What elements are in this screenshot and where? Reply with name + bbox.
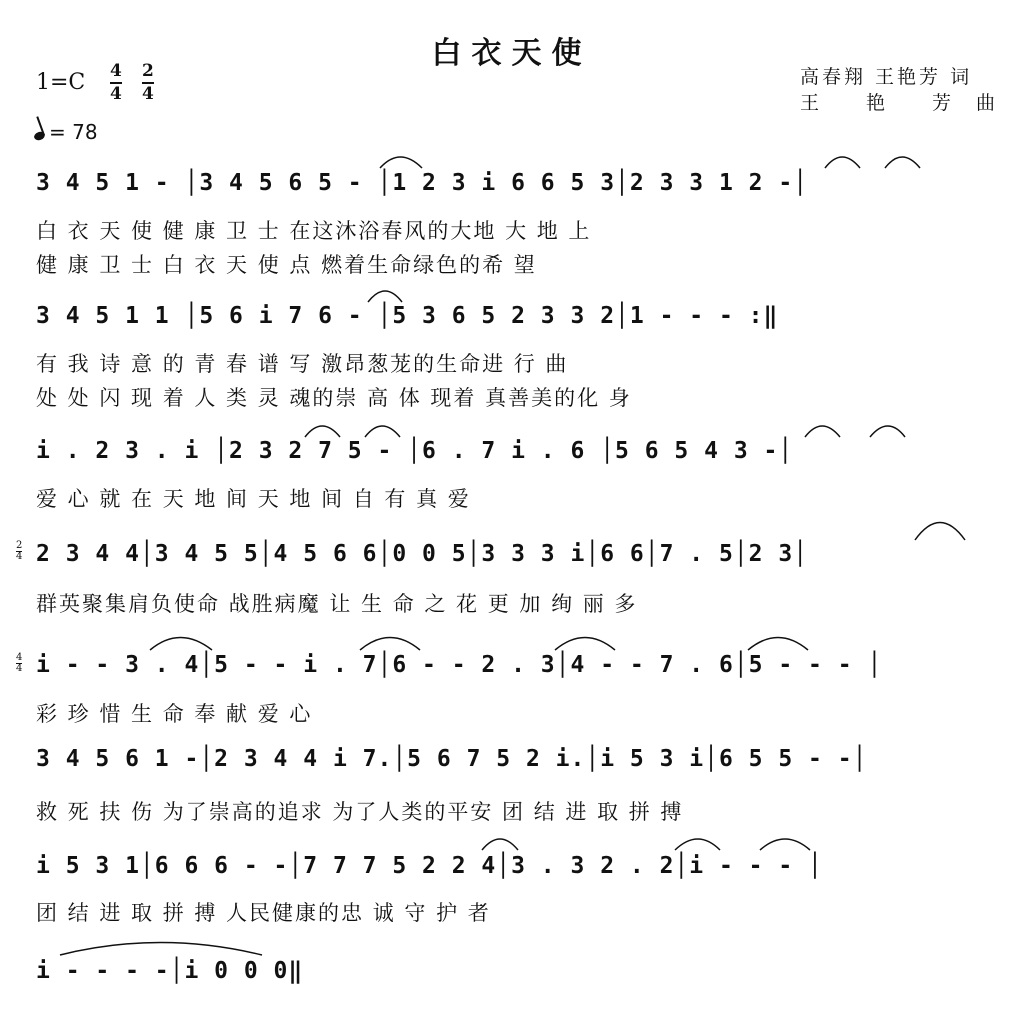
time-signature-change: 4 4 bbox=[16, 652, 23, 674]
slur-mark bbox=[885, 157, 920, 168]
lyric-line-1a: 白 衣 天 使 健 康 卫 士 在这沐浴春风的大地 大 地 上 bbox=[36, 219, 592, 243]
composer-credit: 王 艳 芳 曲 bbox=[800, 92, 999, 114]
slur-mark bbox=[825, 157, 860, 168]
slur-mark bbox=[915, 523, 965, 541]
song-title: 白衣天使 bbox=[431, 36, 592, 71]
slur-mark bbox=[365, 426, 400, 437]
lyric-line-6: 救 死 扶 伤 为了崇高的追求 为了人类的平安 团 结 进 取 拼 搏 bbox=[36, 800, 684, 824]
tempo-marking: = 78 bbox=[34, 120, 98, 144]
lyric-line-7: 团 结 进 取 拼 搏 人民健康的忠 诚 守 护 者 bbox=[36, 901, 491, 925]
slur-mark bbox=[305, 426, 340, 437]
notation-line-1: 3 4 5 1 - │3 4 5 6 5 - │1 2 3 i 6 6 5 3│2 3 3 1 2 -│ bbox=[36, 170, 809, 196]
notation-line-5: i - - 3 . 4│5 - - i . 7│6 - - 2 . 3│4 - - 7 . 6│5 - - - │ bbox=[36, 652, 883, 678]
notation-line-2: 3 4 5 1 1 │5 6 i 7 6 - │5 3 6 5 2 3 3 2│1 - - - :‖ bbox=[36, 303, 779, 329]
notation-line-7: i 5 3 1│6 6 6 - -│7 7 7 5 2 2 4│3 . 3 2 . 2│i - - - │ bbox=[36, 853, 823, 879]
key-signature: 1=C bbox=[36, 70, 86, 95]
slur-mark bbox=[380, 157, 422, 168]
notation-line-8: i - - - -│i 0 0 0‖ bbox=[36, 958, 304, 984]
slur-mark bbox=[360, 638, 420, 651]
slur-mark bbox=[675, 839, 720, 850]
slur-mark bbox=[805, 426, 840, 437]
lyric-line-2a: 有 我 诗 意 的 青 春 谱 写 激昂葱茏的生命进 行 曲 bbox=[36, 352, 569, 376]
slur-mark bbox=[760, 839, 810, 850]
slur-mark bbox=[368, 291, 402, 302]
lyric-line-1b: 健 康 卫 士 白 衣 天 使 点 燃着生命绿色的希 望 bbox=[36, 253, 537, 277]
notation-line-4: 2 3 4 4│3 4 5 5│4 5 6 6│0 0 5│3 3 3 i│6 6│7 . 5│2 3│ bbox=[36, 541, 809, 567]
notation-line-3: i . 2 3 . i │2 3 2 7 5 - │6 . 7 i . 6 │5 6 5 4 3 -│ bbox=[36, 438, 794, 464]
lyric-line-5: 彩 珍 惜 生 命 奉 献 爱 心 bbox=[36, 702, 313, 726]
lyricist-credit: 高春翔 王艳芳 词 bbox=[800, 66, 973, 88]
slur-mark bbox=[870, 426, 905, 437]
lyric-line-4: 群英聚集肩负使命 战胜病魔 让 生 命 之 花 更 加 绚 丽 多 bbox=[36, 592, 638, 616]
time-signature-change: 2 4 bbox=[16, 540, 23, 562]
time-signature-2-4: 2 4 bbox=[142, 61, 154, 104]
slur-mark bbox=[150, 638, 212, 651]
slur-mark bbox=[60, 943, 262, 956]
slur-mark bbox=[482, 839, 518, 850]
time-signature-4-4: 4 4 bbox=[110, 61, 122, 104]
slur-mark bbox=[555, 638, 615, 651]
notation-line-6: 3 4 5 6 1 -│2 3 4 4 i 7.│5 6 7 5 2 i.│i 5 3 i│6 5 5 - -│ bbox=[36, 746, 868, 772]
lyric-line-2b: 处 处 闪 现 着 人 类 灵 魂的崇 高 体 现着 真善美的化 身 bbox=[36, 386, 632, 410]
quarter-note-icon bbox=[33, 130, 46, 141]
slur-mark bbox=[748, 638, 808, 651]
lyric-line-3: 爱 心 就 在 天 地 间 天 地 间 自 有 真 爱 bbox=[36, 487, 471, 511]
